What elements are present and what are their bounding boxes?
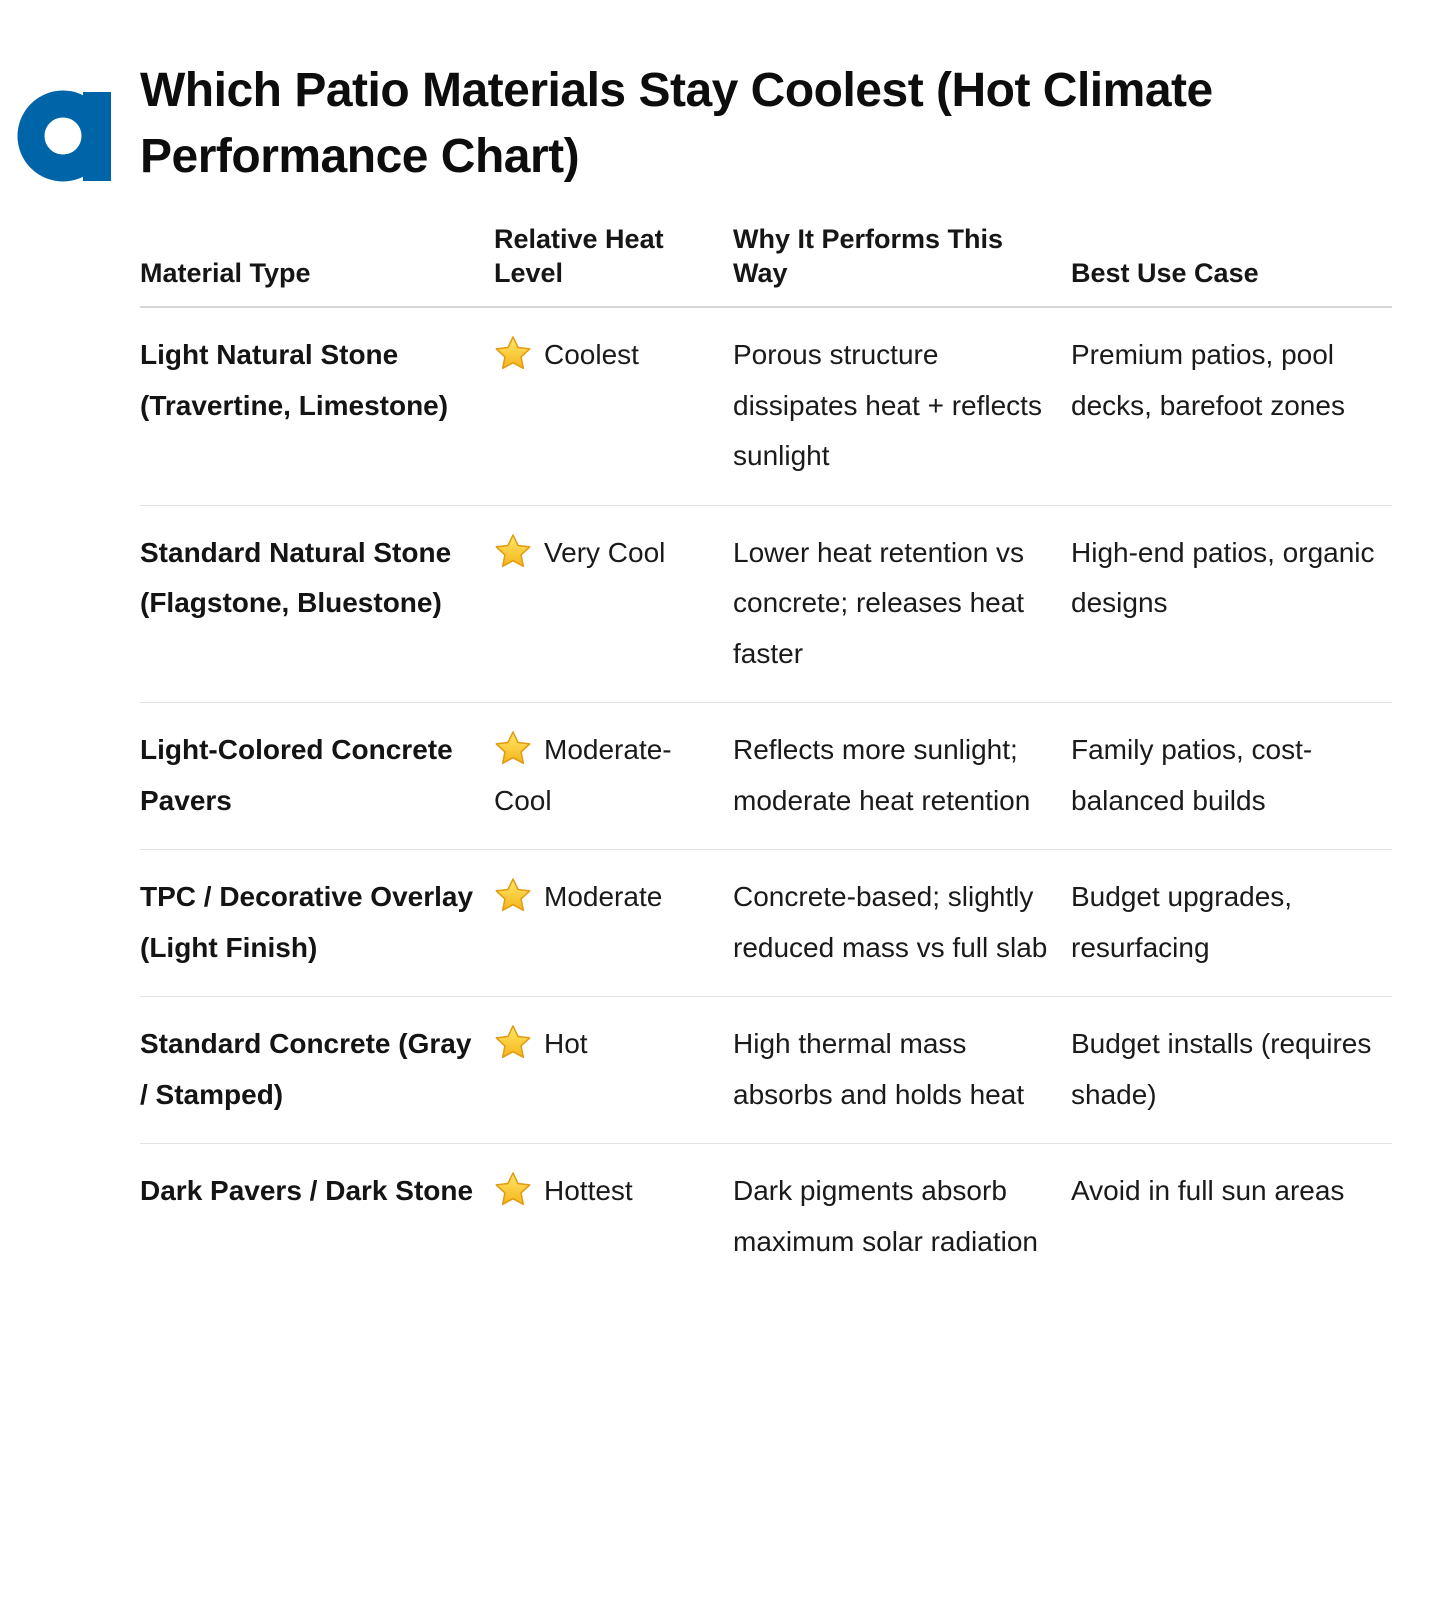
table-row	[140, 307, 1392, 505]
star-icon	[494, 1171, 532, 1207]
table-row	[140, 997, 1392, 1144]
best-use-case-cell: Premium patios, pool decks, barefoot zones	[1071, 307, 1392, 505]
heat-level-cell	[494, 703, 733, 850]
heat-level-cell	[494, 505, 733, 703]
best-use-case-cell: High-end patios, organic designs	[1071, 505, 1392, 703]
table-row	[140, 703, 1392, 850]
a-logo-icon	[14, 86, 114, 184]
table-row	[140, 505, 1392, 703]
material-type-cell: TPC / Decorative Overlay (Light Finish)	[140, 850, 494, 997]
heat-level-cell	[494, 307, 733, 505]
header-relative-heat-level: Relative Heat Level	[494, 214, 733, 307]
heat-level-cell	[494, 1144, 733, 1291]
heat-level-label: Hottest	[544, 1175, 633, 1206]
performance-reason-cell: Porous structure dissipates heat + reflects sunlight	[733, 307, 1071, 505]
star-icon	[494, 533, 532, 569]
table-row	[140, 850, 1392, 997]
heat-level-cell	[494, 850, 733, 997]
page-title: Which Patio Materials Stay Coolest (Hot Climate Performance Chart)	[140, 64, 1213, 183]
table-row	[140, 1144, 1392, 1291]
heat-level-label: Hot	[544, 1028, 588, 1059]
star-icon	[494, 335, 532, 371]
material-type-cell: Dark Pavers / Dark Stone	[140, 1175, 474, 1206]
header-why-it-performs: Why It Performs This Way	[733, 214, 1071, 307]
heat-level-label: Moderate-Cool	[494, 734, 672, 816]
best-use-case-cell: Family patios, cost-balanced builds	[1071, 703, 1392, 850]
material-type-cell: Light-Colored Concrete Pavers	[140, 703, 494, 850]
material-type-cell: Standard Concrete (Gray / Stamped)	[140, 997, 494, 1144]
performance-reason-cell: High thermal mass absorbs and holds heat	[733, 997, 1071, 1144]
star-icon	[494, 730, 532, 766]
performance-reason-cell: Dark pigments absorb maximum solar radiation	[733, 1175, 1038, 1257]
heat-level-label: Coolest	[544, 339, 639, 370]
best-use-case-cell: Avoid in full sun areas	[1071, 1175, 1345, 1206]
star-icon	[494, 877, 532, 913]
heat-level-cell	[494, 997, 733, 1144]
header-material-type: Material Type	[140, 214, 494, 307]
header-best-use-case: Best Use Case	[1071, 214, 1392, 307]
performance-table	[140, 214, 1392, 1290]
star-icon	[494, 1024, 532, 1060]
best-use-case-cell: Budget installs (requires shade)	[1071, 997, 1392, 1144]
table-header-row	[140, 214, 1392, 307]
material-type-cell: Standard Natural Stone (Flagstone, Bluestone)	[140, 505, 494, 703]
best-use-case-cell: Budget upgrades, resurfacing	[1071, 850, 1392, 997]
performance-reason-cell: Concrete-based; slightly reduced mass vs full slab	[733, 850, 1071, 997]
material-type-cell: Light Natural Stone (Travertine, Limestone)	[140, 307, 494, 505]
heat-level-label: Very Cool	[544, 536, 666, 568]
heat-level-label: Moderate	[544, 881, 663, 912]
performance-reason-cell: Lower heat retention vs concrete; releases heat faster	[733, 505, 1071, 703]
performance-reason-cell: Reflects more sunlight; moderate heat retention	[733, 703, 1071, 850]
